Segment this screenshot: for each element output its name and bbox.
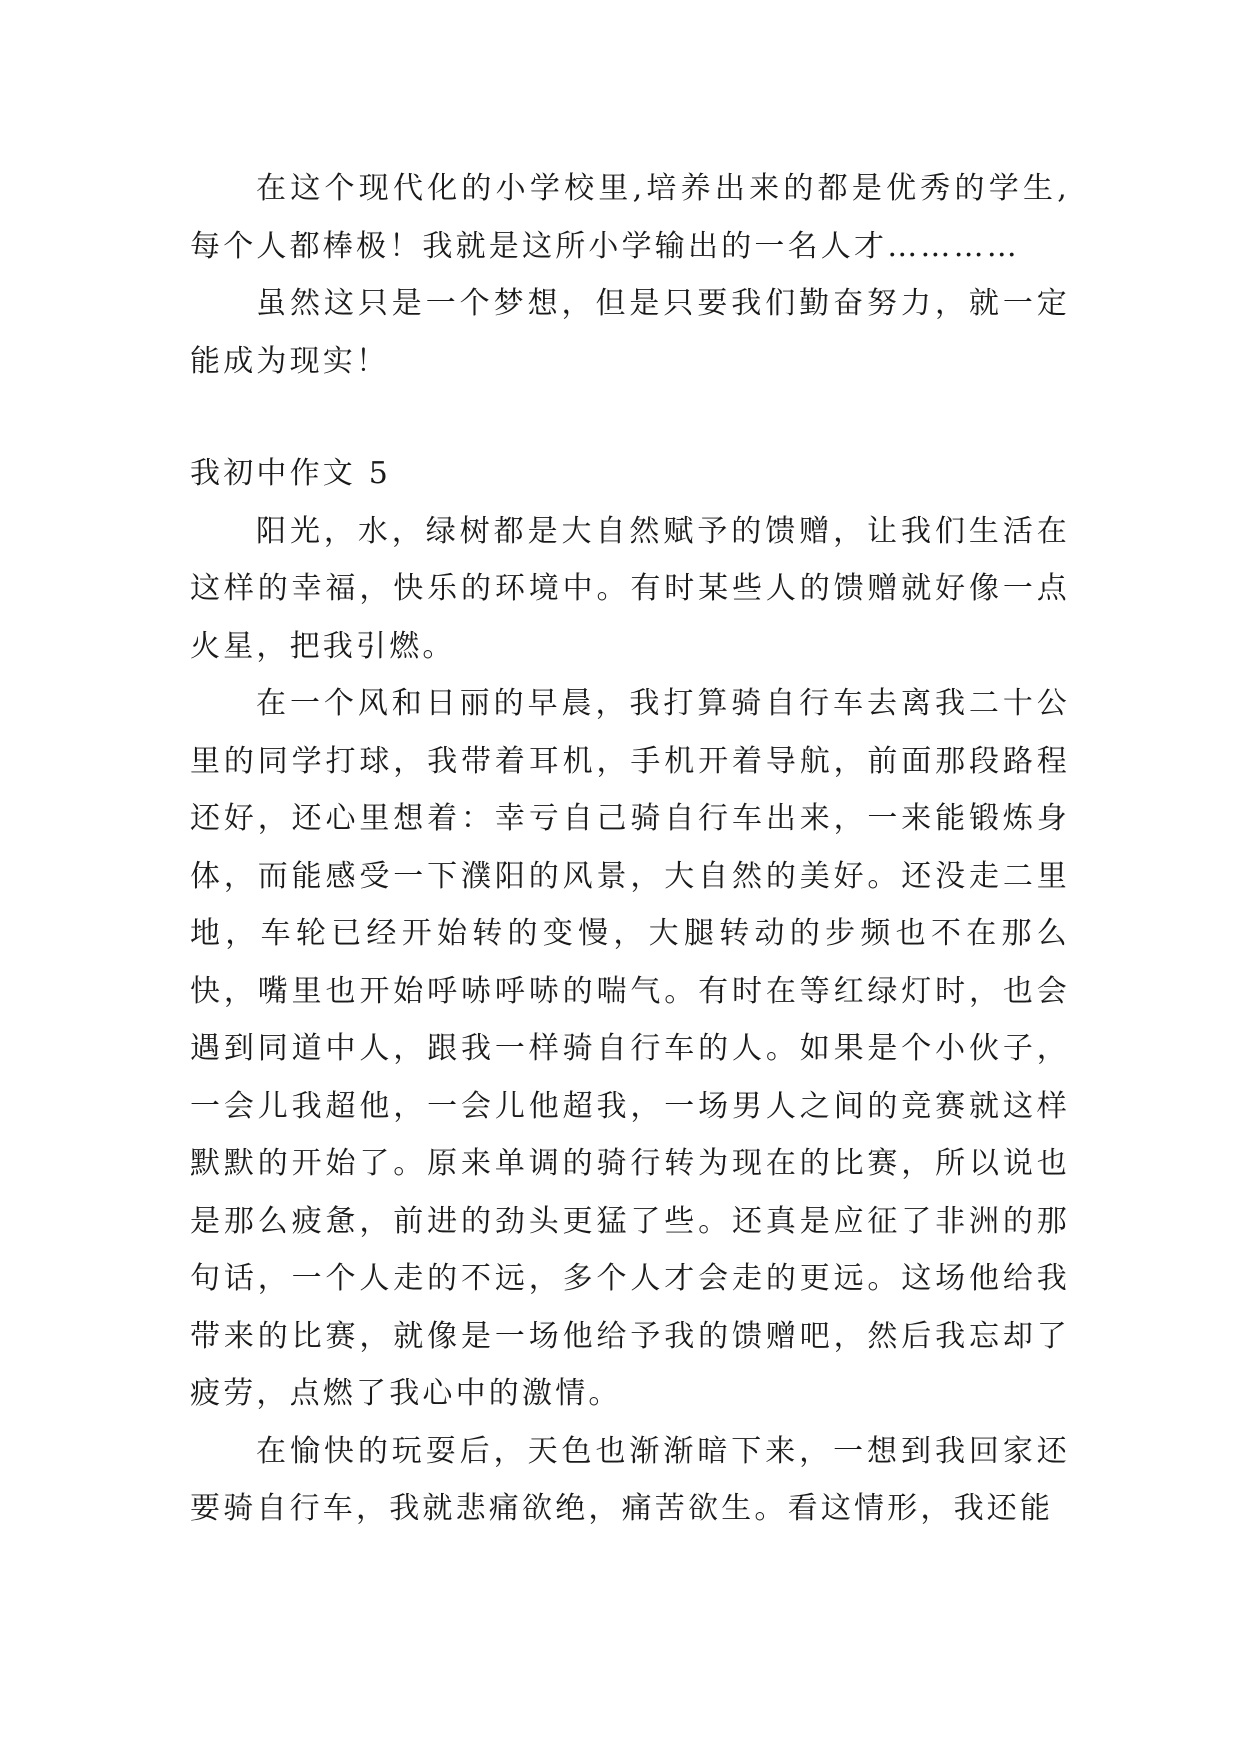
paragraph: 阳光，水，绿树都是大自然赋予的馈赠，让我们生活在这样的幸福，快乐的环境中。有时某些人的馈赠就好像一点火星，把我引燃。 [190, 513, 1070, 664]
paragraph: 虽然这只是一个梦想，但是只要我们勤奋努力，就一定能成为现实！ [190, 286, 1070, 379]
paragraph: 在愉快的玩耍后，天色也渐渐暗下来，一想到我回家还要骑自行车，我就悲痛欲绝，痛苦欲生。看这情形，我还能 [190, 1433, 1070, 1526]
paragraph: 在这个现代化的小学校里,培养出来的都是优秀的学生,每个人都棒极！我就是这所小学输出的一名人才………… [190, 171, 1070, 264]
paragraph: 在一个风和日丽的早晨，我打算骑自行车去离我二十公里的同学打球，我带着耳机，手机开着导航，前面那段路程还好，还心里想着：幸亏自己骑自行车出来，一来能锻炼身体，而能感受一下濮阳的风景，大自然的美好。还没走二里地，车轮已经开始转的变慢，大腿转动的步频也不在那么快，嘴里也开始呼哧呼哧的喘气。有时在等红绿灯时，也会遇到同道中人，跟我一样骑自行车的人。如果是个小伙子，一会儿我超他，一会儿他超我，一场男人之间的竞赛就这样默默的开始了。原来单调的骑行转为现在的比赛，所以说也是那么疲惫，前进的劲头更猛了些。还真是应征了非洲的那句话，一个人走的不远，多个人才会走的更远。这场他给我带来的比赛，就像是一场他给予我的馈赠吧，然后我忘却了疲劳，点燃了我心中的激情。 [190, 686, 1070, 1411]
section-title: 我初中作文 5 [190, 456, 392, 491]
document-body [190, 160, 1070, 1538]
